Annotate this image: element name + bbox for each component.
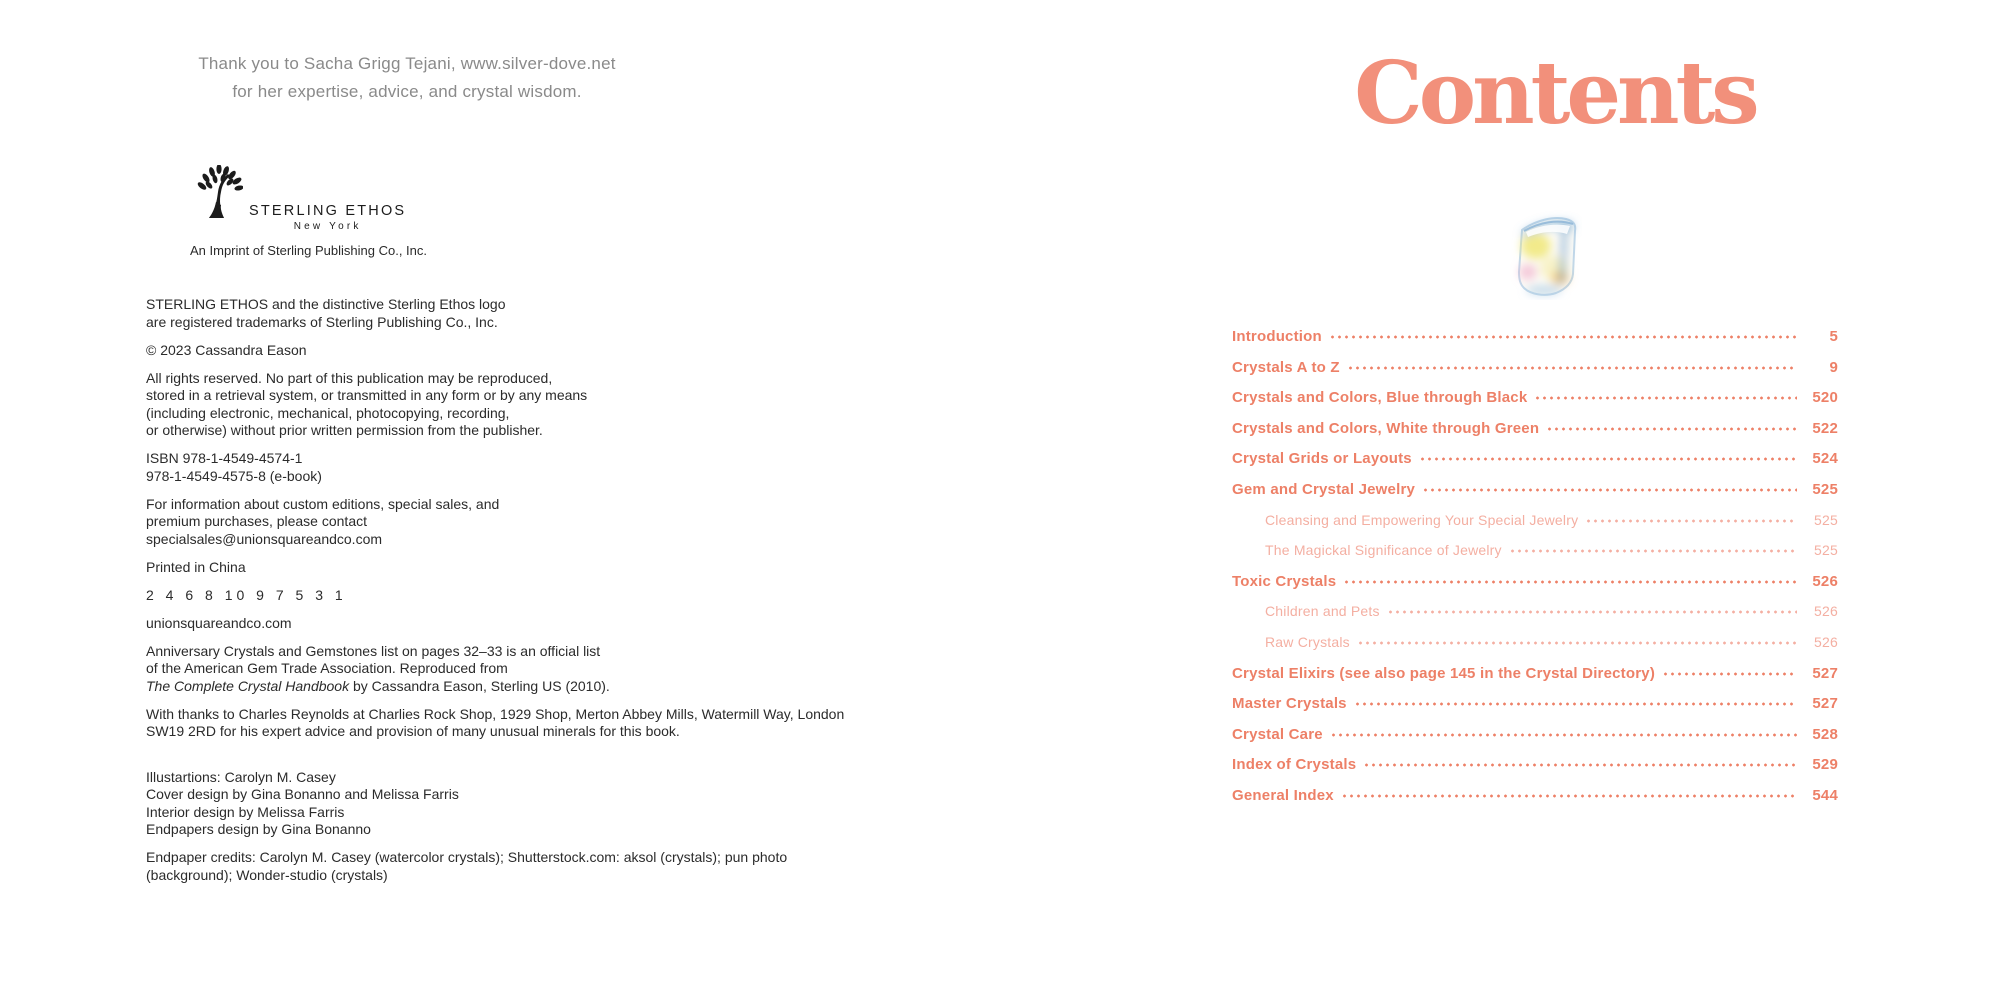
text-line: or otherwise) without prior written permission from the publisher. <box>146 422 543 438</box>
text-line: 978-1-4549-4575-8 (e-book) <box>146 467 322 484</box>
toc-page-number: 528 <box>1812 725 1838 743</box>
publisher-logo <box>197 165 407 232</box>
dedication <box>107 50 707 106</box>
text-line: All rights reserved. No part of this publication may be reproduced, <box>146 369 553 386</box>
publisher-name: STERLING ETHOS <box>249 203 407 219</box>
toc-entry-label: General Index <box>1232 786 1334 804</box>
isbn-paragraph <box>146 450 846 485</box>
special-sales-paragraph <box>146 496 846 549</box>
toc-subentry <box>1232 540 1838 561</box>
text-line: For information about custom editions, special sales, and <box>146 495 500 512</box>
text-line: 2 4 6 8 10 9 7 5 3 1 <box>146 586 347 603</box>
table-of-contents <box>1232 326 1838 816</box>
text-line <box>146 678 846 696</box>
text-line: Endpaper credits: Carolyn M. Casey (watercolor crystals); Shutterstock.com: aksol (crystals); pun photo <box>146 849 788 865</box>
toc-entry <box>1232 754 1838 775</box>
dot-leader <box>1419 449 1797 463</box>
toc-subentry <box>1232 510 1838 531</box>
text-line: unionsquareandco.com <box>146 614 292 631</box>
dot-leader <box>1329 327 1797 341</box>
dot-leader <box>1585 511 1797 525</box>
text-line: (including electronic, mechanical, photocopying, recording, <box>146 404 510 421</box>
imprint-line: An Imprint of Sterling Publishing Co., Inc. <box>190 243 428 258</box>
text-line: Cover design by Gina Bonanno and Melissa Farris <box>146 786 459 802</box>
text-line: Interior design by Melissa Farris <box>146 803 345 820</box>
toc-entry <box>1232 418 1838 439</box>
toc-subentry <box>1232 601 1838 622</box>
toc-entry-label: Crystals and Colors, White through Green <box>1232 419 1540 437</box>
endpaper-credits-paragraph <box>146 849 846 884</box>
text-line: ISBN 978-1-4549-4574-1 <box>146 450 303 466</box>
text-line: premium purchases, please contact <box>146 513 367 529</box>
watercolor-crystal-icon <box>1510 210 1582 300</box>
text-line: STERLING ETHOS and the distinctive Sterling Ethos logo <box>146 296 506 312</box>
toc-entry-label: Crystals A to Z <box>1232 358 1340 376</box>
text-line: specialsales@unionsquareandco.com <box>146 530 383 547</box>
anniversary-list-paragraph <box>146 643 846 696</box>
toc-subentry <box>1232 632 1838 653</box>
publisher-city: New York <box>293 221 362 232</box>
toc-page-number: 529 <box>1812 756 1838 774</box>
toc-entry-label: Children and Pets <box>1265 603 1380 620</box>
toc-entry-label: Crystal Elixirs (see also page 145 in the Crystal Directory) <box>1232 664 1656 682</box>
toc-entry <box>1232 693 1838 714</box>
text-line: (background); Wonder-studio (crystals) <box>146 866 388 883</box>
print-run-numbers <box>146 587 846 605</box>
dot-leader <box>1341 786 1797 800</box>
toc-page-number: 525 <box>1812 480 1838 498</box>
text-line: are registered trademarks of Sterling Publishing Co., Inc. <box>146 313 498 330</box>
toc-page-number: 522 <box>1812 419 1838 437</box>
text-line: With thanks to Charles Reynolds at Charlies Rock Shop, 1929 Shop, Merton Abbey Mills, Watermill Way, London <box>146 705 845 722</box>
toc-entry-label: The Magickal Significance of Jewelry <box>1265 542 1502 559</box>
crystal-illustration <box>1510 210 1582 300</box>
toc-page-number: 526 <box>1814 633 1838 650</box>
dot-leader <box>1509 541 1797 555</box>
toc-entry-label: Gem and Crystal Jewelry <box>1232 480 1416 498</box>
text-line: Anniversary Crystals and Gemstones list on pages 32–33 is an official list <box>146 642 601 659</box>
tree-icon <box>197 165 243 219</box>
toc-page-number: 524 <box>1812 450 1838 468</box>
toc-entry-label: Master Crystals <box>1232 695 1347 713</box>
toc-entry <box>1232 571 1838 592</box>
copyright-text-block <box>146 296 846 895</box>
toc-page-number: 544 <box>1812 786 1838 804</box>
text-line: stored in a retrieval system, or transmitted in any form or by any means <box>146 387 588 403</box>
toc-entry-label: Introduction <box>1232 328 1322 345</box>
toc-page-number: 527 <box>1812 695 1838 713</box>
publisher-website <box>146 615 846 633</box>
text-line: © 2023 Cassandra Eason <box>146 341 307 358</box>
toc-entry <box>1232 326 1838 347</box>
trademark-paragraph <box>146 296 846 331</box>
rights-paragraph <box>146 370 846 440</box>
toc-entry-label: Crystals and Colors, Blue through Black <box>1232 389 1528 407</box>
dot-leader <box>1534 388 1797 402</box>
dot-leader <box>1662 664 1797 678</box>
toc-page-number: 526 <box>1812 572 1838 590</box>
dot-leader <box>1387 602 1797 616</box>
toc-entry <box>1232 663 1838 684</box>
toc-page-number: 525 <box>1814 511 1838 528</box>
text-line: of the American Gem Trade Association. Reproduced from <box>146 660 508 676</box>
dot-leader <box>1363 755 1797 769</box>
book-title-italic: The Complete Crystal Handbook <box>146 677 350 694</box>
dot-leader <box>1354 694 1797 708</box>
dot-leader <box>1347 358 1797 372</box>
page-title: Contents <box>1354 43 1756 144</box>
printed-in-paragraph <box>146 559 846 577</box>
dot-leader <box>1422 480 1797 494</box>
dedication-line: Thank you to Sacha Grigg Tejani, www.silver-dove.net <box>198 54 616 73</box>
contents-page <box>1000 0 2000 1000</box>
text-line: Illustartions: Carolyn M. Casey <box>146 768 336 785</box>
toc-entry <box>1232 357 1838 378</box>
toc-page-number: 5 <box>1829 328 1838 345</box>
toc-page-number: 9 <box>1829 358 1838 376</box>
toc-entry <box>1232 724 1838 745</box>
toc-entry <box>1232 785 1838 806</box>
copyright-year-paragraph <box>146 342 846 360</box>
toc-entry-label: Index of Crystals <box>1232 756 1357 774</box>
text-line: Endpapers design by Gina Bonanno <box>146 821 371 837</box>
toc-page-number: 525 <box>1814 542 1838 559</box>
toc-entry-label: Cleansing and Empowering Your Special Jewelry <box>1265 511 1579 528</box>
toc-entry-label: Toxic Crystals <box>1232 572 1337 590</box>
toc-entry-label: Crystal Grids or Layouts <box>1232 450 1412 468</box>
toc-entry <box>1232 448 1838 469</box>
design-credits-paragraph <box>146 769 846 839</box>
toc-page-number: 526 <box>1814 603 1838 620</box>
toc-entry <box>1232 387 1838 408</box>
text-line: SW19 2RD for his expert advice and provision of many unusual minerals for this book. <box>146 723 680 739</box>
publisher-logo-text <box>249 203 406 232</box>
thanks-paragraph <box>146 706 846 741</box>
dedication-line: for her expertise, advice, and crystal wisdom. <box>232 82 582 101</box>
dot-leader <box>1357 633 1797 647</box>
toc-page-number: 520 <box>1812 389 1838 407</box>
toc-entry <box>1232 479 1838 500</box>
dot-leader <box>1546 419 1797 433</box>
dot-leader <box>1330 725 1797 739</box>
text-line: Printed in China <box>146 558 246 575</box>
toc-page-number: 527 <box>1812 664 1838 682</box>
dot-leader <box>1343 572 1797 586</box>
toc-entry-label: Raw Crystals <box>1265 633 1350 650</box>
toc-entry-label: Crystal Care <box>1232 725 1323 743</box>
text-line: by Cassandra Eason, Sterling US (2010). <box>349 677 610 694</box>
